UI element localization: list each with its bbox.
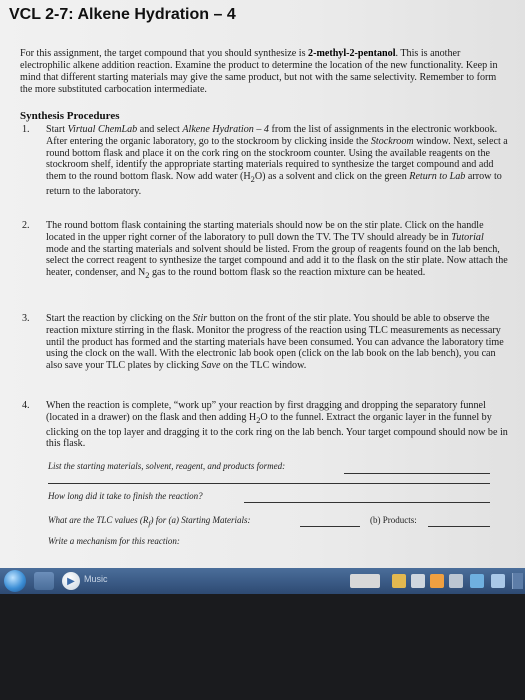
tray-app-icon[interactable] [411,574,425,588]
answer-line [300,526,360,527]
tray-app-icon[interactable] [392,574,406,588]
step-text: When the reaction is complete, “work up” your reaction by first dragging and dropping the separatory funnel (located in a drawer) on the flask and then adding $H_2O$ to the funnel. Extract the organic layer in the funnel by clicking on the top layer and dragging it to the cork ring on the lab bench. Your target compound should now be in this flask. [46,400,508,450]
intro-text-2: . This is another electrophilic alkene addition reaction. Examine the product to determine the location of the new functionality. Keep in mind that different starting materials may give the same product, but not with the same selectivity. Remember to form the more substituted carbocation intermediate. [20,48,498,95]
taskbar [0,568,525,594]
step-2 [22,220,508,282]
step-text: The round bottom flask containing the starting materials should now be on the stir plate. Click on the handle located in the upper right corner of the laboratory to pull down the TV. The TV should already be in Tutorial mode and the starting materials and solvent should be listed. From the group of reagents found on the lab bench, select the correct reagent to synthesize the target compound and add it to the flask on the stir plate. Now attach the heater, condenser, and $N_2$ gas to the round bottom flask so the reaction mixture can be heated. [46,220,508,281]
show-desktop-button[interactable] [512,573,523,589]
keyboard-icon[interactable] [350,574,380,588]
step-number: 4. [22,400,30,411]
step-number: 3. [22,313,30,324]
monitor-bezel [0,594,525,700]
question-tlc-values: What are the TLC values $(R_f)$ for (a) Starting Materials: [48,515,251,528]
answer-line [428,526,490,527]
start-button-icon[interactable] [4,570,26,592]
step-text: Start the reaction by clicking on the Stir button on the front of the stir plate. You should be able to observe the reaction mixture stirring in the flask. Monitor the progress of the reaction using TLC measurements as necessary until the product has formed and the starting materials have been consumed. You can advance the laboratory time using the clock on the wall. With the electronic lab book open (click on the lab book on the lab bench), you can also save your TLC plates by clicking Save on the TLC window. [46,313,504,372]
question-mechanism: Write a mechanism for this reaction: [48,536,180,546]
play-icon[interactable]: ▶ [62,572,80,590]
volume-icon[interactable] [491,574,505,588]
tray-app-icon[interactable] [430,574,444,588]
network-icon[interactable] [470,574,484,588]
pinned-app-icon[interactable] [34,572,54,590]
intro-paragraph [20,48,508,96]
step-number: 2. [22,220,30,231]
step-3 [22,313,508,372]
intro-text-1: For this assignment, the target compound that you should synthesize is [20,48,309,59]
tray-app-icon[interactable] [449,574,463,588]
question-starting-materials: List the starting materials, solvent, reagent, and products formed: [48,461,286,471]
page-title: VCL 2-7: Alkene Hydration – 4 [9,6,236,23]
synthesis-heading: Synthesis Procedures [20,110,120,122]
question-reaction-time: How long did it take to finish the reaction? [48,491,203,501]
answer-line [244,502,490,503]
music-label: Music [84,574,108,584]
answer-line [344,473,490,474]
step-text: Start Virtual ChemLab and select Alkene Hydration – 4 from the list of assignments in the electronic workbook. After entering the organic laboratory, go to the stockroom by clicking inside the Stockroom window. Next, select a round bottom flask and place it on the cork ring on the stockroom counter. Using the available reagents on the stockroom shelf, identify the appropriate starting materials required to synthesize the target compound and add them to the round bottom flask. Now add water $(H_2O)$ as a solvent and click on the green Return to Lab arrow to return to the laboratory. [46,124,508,197]
step-4 [22,400,508,450]
answer-line [48,483,490,484]
step-1 [22,124,508,198]
question-tlc-products: (b) Products: [370,515,417,525]
target-compound: 2-methyl-2-pentanol [308,48,396,59]
step-number: 1. [22,124,30,135]
